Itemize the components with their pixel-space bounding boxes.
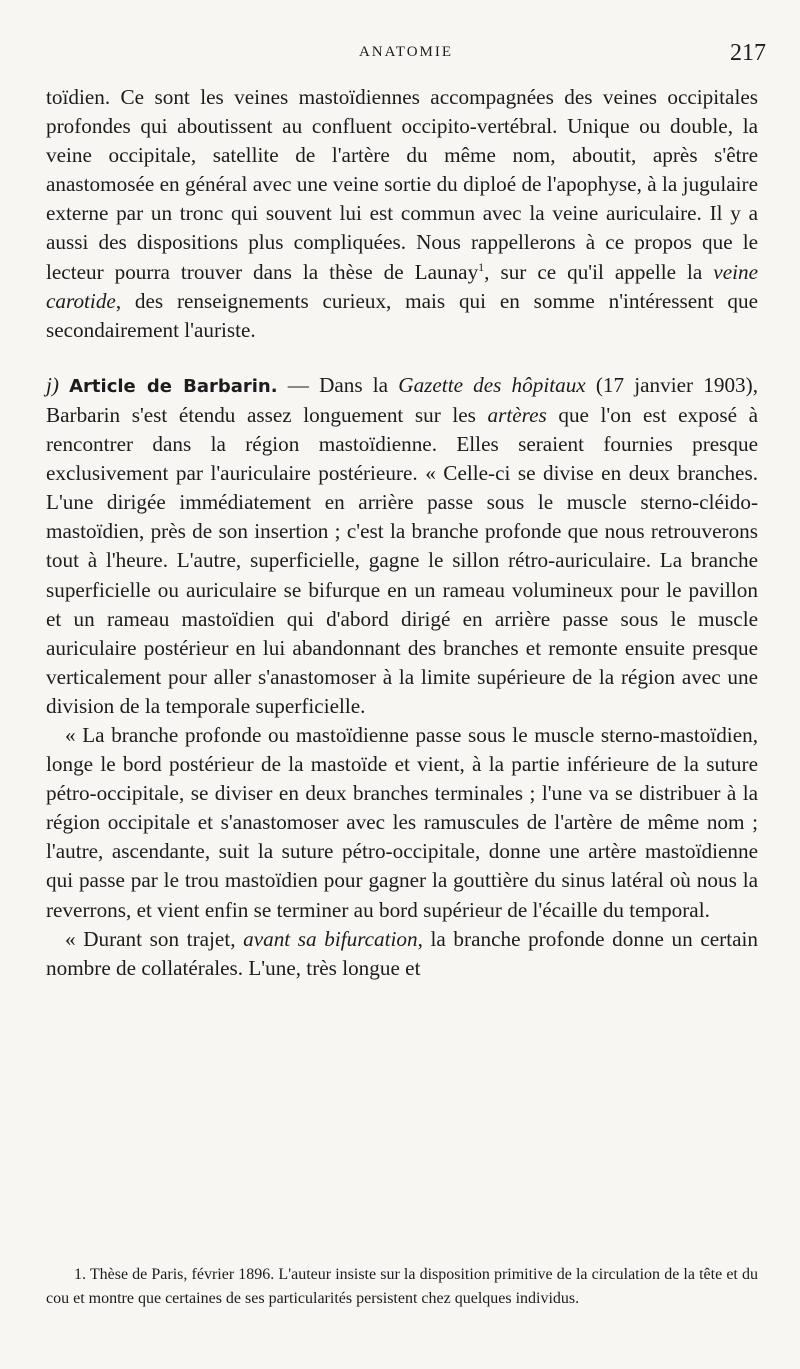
- footnote-ref: 1: [478, 259, 485, 274]
- paragraph-text: , sur ce qu'il appelle la: [484, 259, 714, 284]
- italic-term: artères: [487, 402, 547, 427]
- section-title: Article de Barbarin.: [69, 375, 278, 397]
- paragraph-text: « Durant son trajet,: [65, 926, 244, 951]
- running-head: ANATOMIE: [358, 44, 454, 60]
- body-text: [46, 83, 758, 983]
- italic-term: avant sa bifurcation: [243, 926, 418, 951]
- page-number: 217: [730, 40, 766, 66]
- section-letter: j): [46, 372, 70, 397]
- paragraph-text: — Dans la: [277, 372, 399, 397]
- journal-title: Gazette des hôpitaux: [398, 372, 586, 397]
- paragraph-text: , des renseignements curieux, mais qui en somme n'intéressent que secondairement l'auriste.: [46, 288, 758, 342]
- paragraph-branche-profonde: « La branche profonde ou mastoïdienne passe sous le muscle sterno-mastoïdien, longe le bord postérieur de la mastoïde et vient, à la partie inférieure de la suture pétro-occipitale, se diviser en deux branches terminales ; l'une va se distribuer à la région occipitale et s'anastomoser avec les ramuscules de l'artère de même nom ; l'autre, ascendante, suit la suture pétro-occipitale, donne une artère mastoïdienne qui passe par le trou mastoïdien pour gagner la gouttière du sinus latéral où nous la reverrons, et vient enfin se terminer au bord supérieur de l'écaille du temporal.: [46, 722, 758, 922]
- page-header: [46, 40, 766, 70]
- paragraph-text: toïdien. Ce sont les veines mastoïdiennes accompagnées des veines occipitales profondes qui aboutissent au confluent occipito-vertébral. Unique ou double, la veine occipitale, satellite de l'artère du même nom, aboutit, après s'être anastomosée en général avec une veine sortie du diploé de l'apophyse, à la jugulaire externe par un tronc qui souvent lui est commun avec la veine auriculaire. Il y a aussi des dispositions plus compliquées. Nous rappellerons à ce propos que le lecteur pourra trouver dans la thèse de Launay: [46, 85, 758, 284]
- paragraph-veines: [46, 83, 758, 345]
- footnotes: [46, 1263, 758, 1311]
- paragraph-text: que l'on est exposé à rencontrer dans la région mastoïdienne. Elles seraient fournies presque exclusivement par l'auriculaire postérieure. « Celle-ci se divise en deux branches. L'une dirigée immédiatement en arrière passe sous le muscle sterno-cléido-mastoïdien, près de son insertion ; c'est la branche profonde que nous retrouverons tout à l'heure. L'autre, superficielle, gagne le sillon rétro-auriculaire. La branche superficielle ou auriculaire se bifurque en un rameau volumineux pour le pavillon et un rameau mastoïdien qui d'abord dirigé en arrière passe sous le muscle auriculaire postérieur en lui abandonnant des branches et remonte ensuite presque verticalement pour aller s'anastomoser à la limite supérieure de la région avec une division de la temporale superficielle.: [46, 402, 758, 718]
- footnote-1: 1. Thèse de Paris, février 1896. L'auteur insiste sur la disposition primitive de la circulation de la tête et du cou et montre que certaines de ses particularités persistent chez quelques individus.: [46, 1266, 758, 1307]
- paragraph-trajet: [46, 925, 758, 983]
- italic-term: veine carotide: [46, 259, 758, 313]
- paragraph-text: (17 janvier 1903), Barbarin s'est étendu assez longuement sur les: [46, 372, 758, 427]
- paragraph-text: , la branche profonde donne un certain nombre de collatérales. L'une, très longue et: [46, 926, 758, 980]
- paragraph-barbarin: [46, 371, 758, 721]
